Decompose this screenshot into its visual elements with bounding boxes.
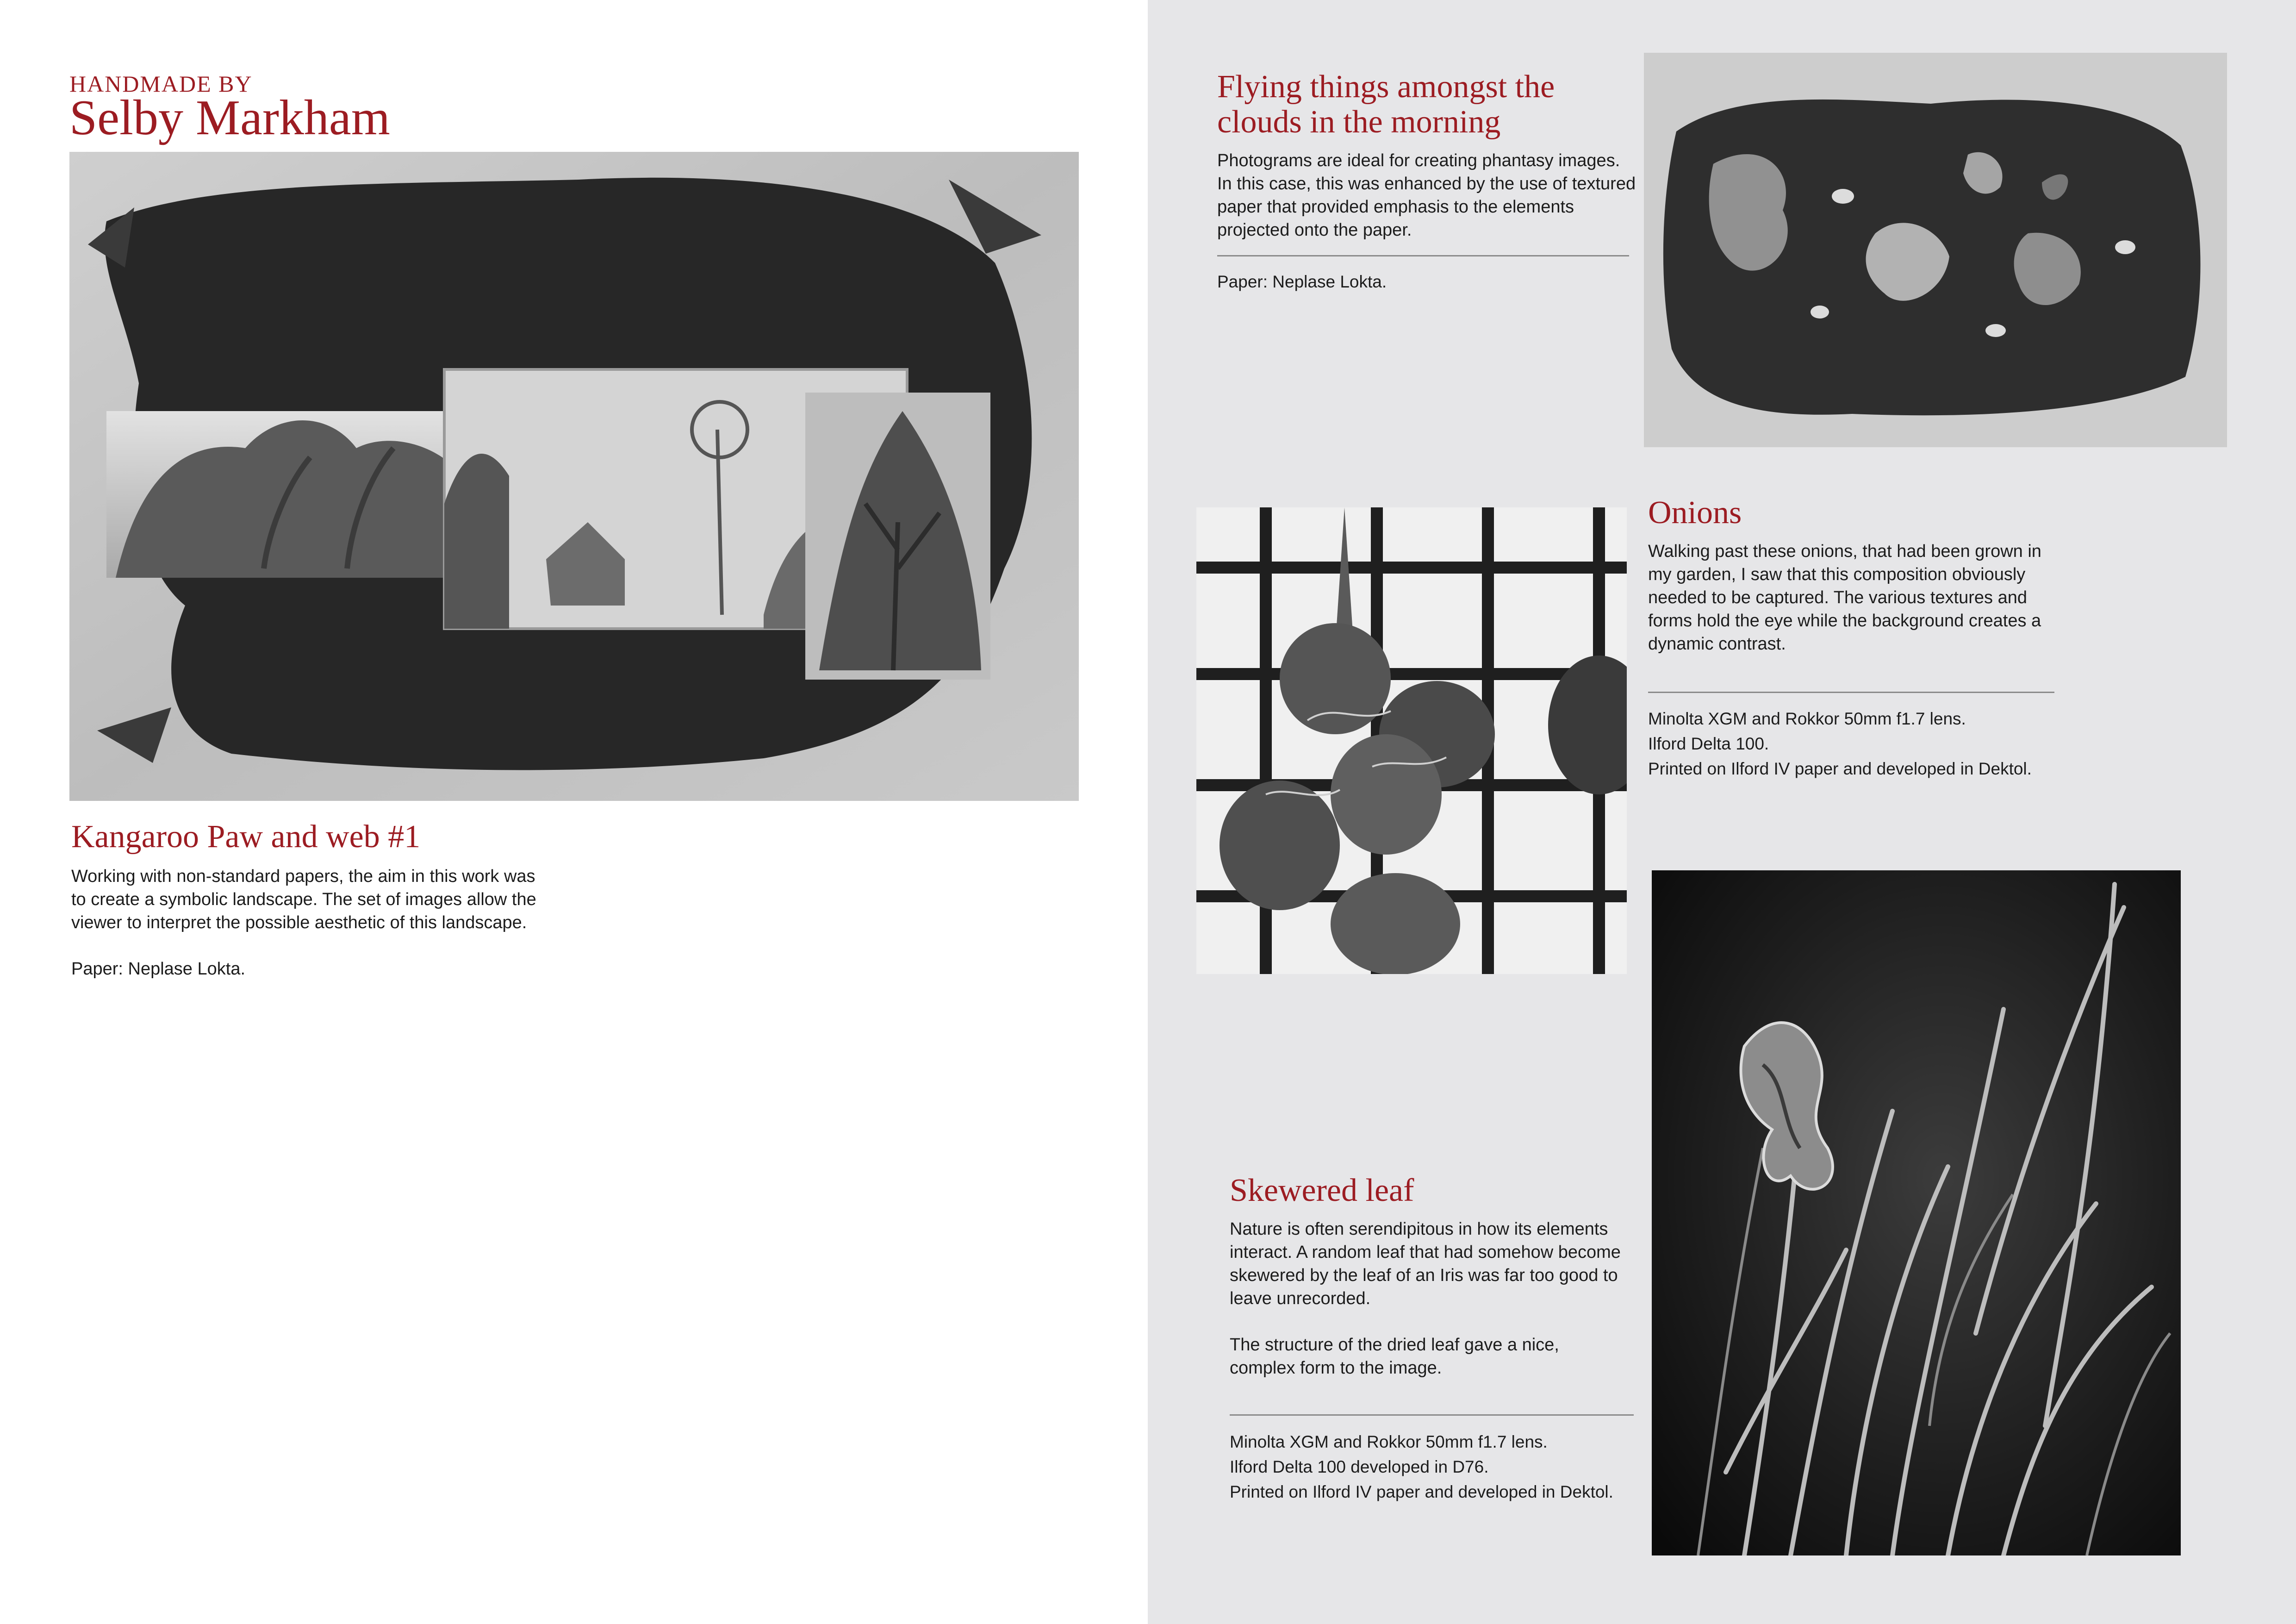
flying-things-photo: [1644, 53, 2227, 447]
leaf-description-text-2: The structure of the dried leaf gave a nice, complex form to the image.: [1230, 1335, 1559, 1378]
kangaroo-description-text: Working with non-standard papers, the aim in this work was to create a symbolic landscape. The set of images allow the viewer to interpret the possible aesthetic of this landscape.: [71, 867, 536, 932]
flying-title: Flying things amongst the clouds in the morning: [1217, 69, 1555, 140]
author-name: Selby Markham: [69, 90, 390, 145]
leaf-description: [1230, 1218, 1628, 1380]
flying-divider: [1217, 255, 1629, 256]
onions-title: Onions: [1648, 495, 1742, 531]
leaf-description-text: Nature is often serendipitous in how its elements interact. A random leaf that had somehow become skewered by the leaf of an Iris was far too good to leave unrecorded.: [1230, 1219, 1621, 1308]
leaf-divider: [1230, 1414, 1634, 1416]
onions-meta: [1648, 709, 2055, 784]
onions-camera: Minolta XGM and Rokkor 50mm f1.7 lens.: [1648, 709, 1966, 728]
leaf-meta: [1230, 1432, 1628, 1507]
leaf-camera: Minolta XGM and Rokkor 50mm f1.7 lens.: [1230, 1432, 1548, 1451]
kangaroo-title: Kangaroo Paw and web #1: [71, 819, 421, 855]
kangaroo-paper: Paper: Neplase Lokta.: [71, 959, 246, 979]
onions-film: Ilford Delta 100.: [1648, 734, 1769, 753]
leaf-title: Skewered leaf: [1230, 1173, 1414, 1208]
onions-divider: [1648, 692, 2054, 693]
flying-description: Photograms are ideal for creating phantasy images. In this case, this was enhanced by the use of textured paper that provided emphasis to the elements projected onto the paper.: [1217, 151, 1636, 240]
onions-description: Walking past these onions, that had been grown in my garden, I saw that this composition obviously needed to be captured. The various textures and forms hold the eye while the background creates a dynamic contrast.: [1648, 542, 2041, 654]
kangaroo-paw-photo: [69, 152, 1079, 801]
right-page: [1148, 0, 2296, 1624]
kangaroo-description: [71, 865, 553, 981]
skewered-leaf-photo: [1652, 870, 2181, 1555]
leaf-print: Printed on Ilford IV paper and developed in Dektol.: [1230, 1482, 1613, 1501]
onions-print: Printed on Ilford IV paper and developed in Dektol.: [1648, 759, 2032, 778]
handmade-by-kicker: HANDMADE BY: [69, 71, 253, 97]
leaf-film: Ilford Delta 100 developed in D76.: [1230, 1457, 1489, 1476]
flying-paper: Paper: Neplase Lokta.: [1217, 272, 1387, 291]
onions-photo: [1196, 507, 1627, 974]
